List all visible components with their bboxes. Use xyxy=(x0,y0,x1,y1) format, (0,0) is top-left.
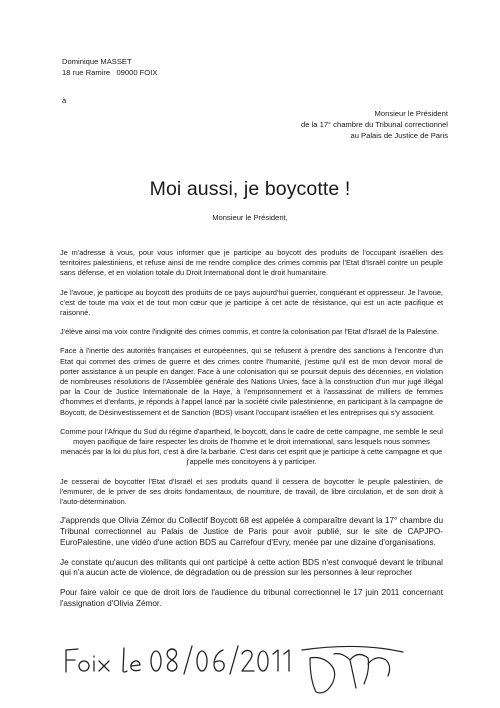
handwritten-date xyxy=(66,646,289,674)
recipient-line-3: au Palais de Justice de Paris xyxy=(350,131,448,140)
paragraph-1: Je m'adresse à vous, pour vous informer que je participe au boycott des produits de l'occupant israélien des territoires palestiniens, et refuse ainsi de me rendre complice des crimes commis par l'Etat d'Israël contre un peuple sans défense, et en violation totale du Droit International dont le droit humanitaire. xyxy=(60,248,443,278)
paragraph-2: Je l'avoue, je participe au boycott des produits de ce pays aujourd'hui guerrier, conquérant et oppresseur. Je l'avoue, c'est de toute ma voix et de tout mon cœur que je participe à cet acte de résistance, qui est un acte pacifique et raisonné. xyxy=(60,287,443,318)
handwritten-date-and-signature xyxy=(58,640,458,700)
paragraph-4: Face à l'inertie des autorités françaises et européennes, qui se refusent à prendre des sanctions à l'encontre d'un Etat qui commet des crimes de guerre et des crimes contre l'humanité, j'estime qu'il est de mon devoir moral de porter assistance à un peuple en danger. Face à une colonisation qui se poursuit depuis des décennies, en violation de nombreuses résolutions de l'Assemblée générale des Nations Unies, face à la construction d'un mur jugé illégal par la Cour de Justice Internationale de la Haye, à l'emprisonnement et à l'assassinat de milliers de femmes d'hommes et d'enfants, je réponds à l'appel lancé par la société civile palestinienne, en participant à la campagne de Boycott, de Désinvestissement et de Sanction (BDS) visant l'occupant israélien et les entreprises qui s'y associent. xyxy=(60,346,443,417)
sender-block xyxy=(62,56,157,78)
paragraph-3: J'élève ainsi ma voix contre l'indignité des crimes commis, et contre la colonisation par l'Etat d'Israël de la Palestine. xyxy=(60,327,440,337)
to-label: à xyxy=(62,96,67,105)
paragraph-9: Pour faire valoir ce que de droit lors de l'audience du tribunal correctionnel le 17 juin 2011 concernant l'assignation d'Olivia Zémor. xyxy=(60,588,443,609)
paragraph-7: J'apprends que Olivia Zémor du Collectif Boycott 68 est appelée à comparaître devant la 17° chambre du Tribunal correctionnel au Palais de Justice de Paris pour avoir publié, sur le site de CAPJPO-EuroPalestine, une vidéo d'une action BDS au Carrefour d'Evry, menée par une dizaine d'organisations. xyxy=(60,516,443,547)
recipient-line-1: Monsieur le Président xyxy=(374,109,448,118)
signature xyxy=(302,646,403,692)
sender-name: Dominique MASSET xyxy=(62,57,132,66)
recipient-block xyxy=(148,108,448,141)
sender-address: 18 rue Ramire 09000 FOIX xyxy=(62,68,158,77)
recipient-line-2: de la 17° chambre du Tribunal correctionnel xyxy=(301,120,448,129)
letter-body xyxy=(60,248,443,619)
paragraph-6: Je cesserai de boycotter l'Etat d'Israël et ses produits quand il cessera de boycotter le peuple palestinien, de l'emmurer, de le priver de ses droits fondamentaux, de nourriture, de travail, de libre circulation, et de son droit à l'auto-détermination. xyxy=(60,476,443,507)
salutation: Monsieur le Président, xyxy=(212,213,288,222)
letter-title: Moi aussi, je boycotte ! xyxy=(149,178,351,200)
paragraph-8: Je constate qu'aucun des militants qui ont participé à cette action BDS n'est convoqué devant le tribunal qui n'a aucun acte de violence, de dégradation ou de pression sur les personnes à leur reprocher xyxy=(60,557,443,578)
paragraph-5: Comme pour l'Afrique du Sud du régime d'apartheid, le boycott, dans le cadre de cette campagne, me semble le seul moyen pacifique de faire respecter les droits de l'homme et le droit international, sans lesquels nous sommes menacés par la loi du plus fort, c'est à dire la barbarie. C'est dans cet esprit que je participe à cette campagne et que j'appelle mes concitoyens à y participer. xyxy=(60,426,443,467)
